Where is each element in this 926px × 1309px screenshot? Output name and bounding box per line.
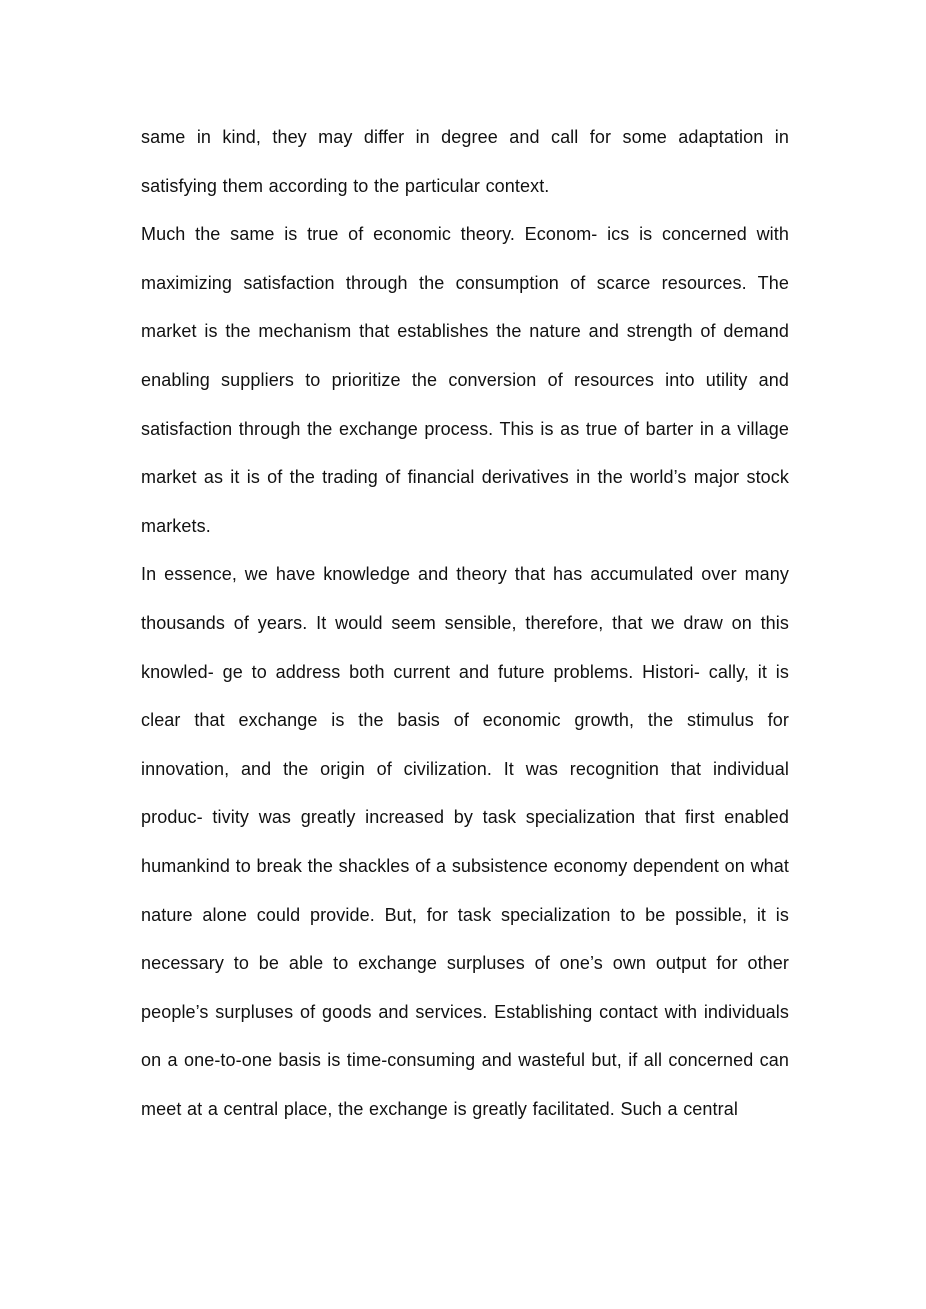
- paragraph-economic-theory: Much the same is true of economic theory. Econom- ics is concerned with maximizing satisfaction through the consumption of scarce resources. The market is the mechanism that establishes the nature and strength of demand enabling suppliers to prioritize the conversion of resources into utility and satisfaction through the exchange process. This is as true of barter in a village market as it is of the trading of financial derivatives in the world’s major stock markets.: [141, 224, 789, 536]
- paragraph-exchange-history: In essence, we have knowledge and theory that has accumulated over many thousands of years. It would seem sensible, therefore, that we draw on this knowled- ge to address both current and future problems. Histori- cally, it is clear that exchange is the basis of economic growth, the stimulus for innovation, and the origin of civilization. It was recognition that individual produc- tivity was greatly increased by task specialization that first enabled humankind to break the shackles of a subsistence economy dependent on what nature alone could provide. But, for task specialization to be possible, it is necessary to be able to exchange surpluses of one’s own output for other people’s surpluses of goods and services. Establishing contact with individuals on a one-to-one basis is time-consuming and wasteful but, if all concerned can meet at a central place, the exchange is greatly facilitated. Such a central: [141, 564, 789, 1119]
- document-page: [141, 113, 789, 1133]
- paragraph-continuation: same in kind, they may differ in degree and call for some adaptation in satisfying them according to the particular context.: [141, 127, 789, 196]
